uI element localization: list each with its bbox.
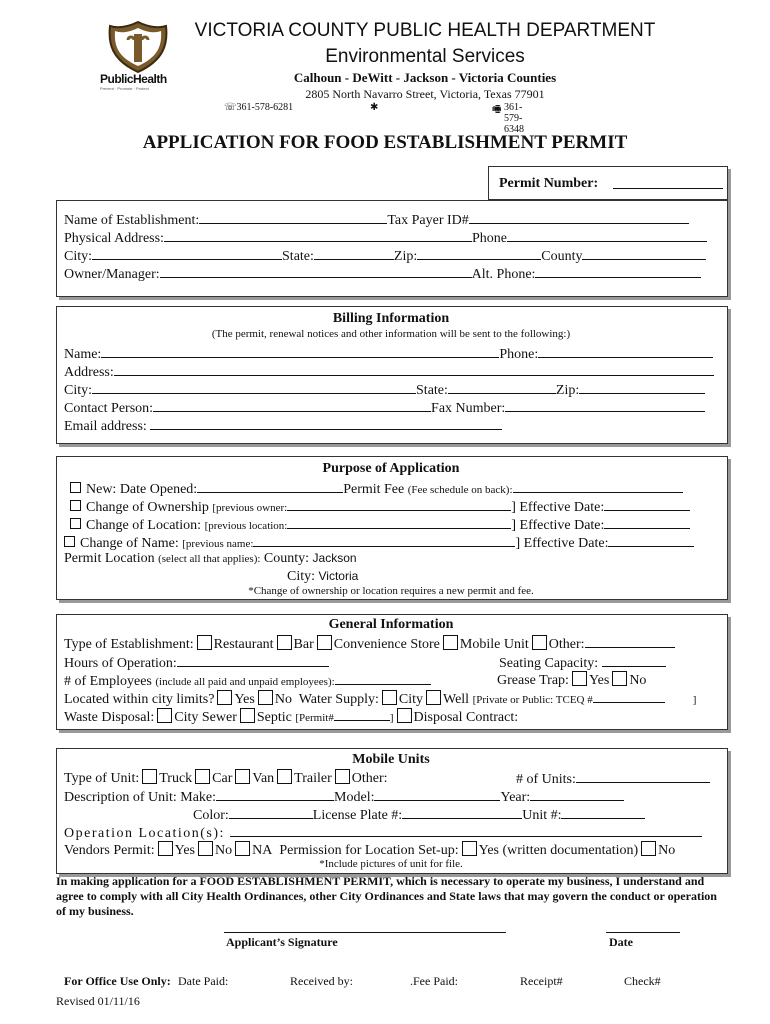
general-row-hours [64, 653, 329, 672]
mobile-unit-checkbox[interactable] [443, 635, 458, 650]
separator-icon: ✱ [370, 102, 379, 113]
vendors-permit-label: Vendors Permit: [64, 843, 155, 858]
county-field[interactable] [582, 246, 706, 260]
purpose-footnote: *Change of ownership or location requires a new permit and fee. [248, 585, 534, 597]
location-city-label: City: [287, 569, 316, 584]
general-row-city-limits [64, 689, 696, 708]
phone-icon: ☏ [224, 102, 237, 113]
billing-name-field[interactable] [101, 344, 499, 358]
change-owner-label: Change of Ownership [86, 500, 209, 515]
water-bracket: ] [692, 694, 697, 706]
operation-location-field[interactable] [230, 823, 702, 837]
row-owner [64, 264, 701, 283]
truck-label: Truck [159, 771, 193, 786]
billing-city-field[interactable] [92, 380, 416, 394]
email-field[interactable] [150, 416, 502, 430]
city-limits-label: Located within city limits? [64, 692, 215, 707]
owner-field[interactable] [160, 264, 472, 278]
general-row-grease [497, 671, 646, 689]
mobile-row-units [516, 769, 710, 788]
effective-date-field-3[interactable] [608, 533, 694, 547]
revised-date: Revised 01/11/16 [56, 994, 140, 1008]
billing-state-field[interactable] [448, 380, 556, 394]
car-label: Car [212, 771, 233, 786]
alt-phone-label: Alt. Phone: [471, 267, 536, 282]
billing-address-label: Address: [64, 365, 114, 380]
billing-note: (The permit, renewal notices and other information will be sent to the following:) [211, 328, 571, 340]
vendors-no-label: No [214, 843, 233, 858]
water-well-label: Well [442, 692, 470, 707]
change-location-checkbox[interactable] [70, 518, 81, 529]
alt-phone-field[interactable] [535, 264, 701, 278]
location-county-label: County: [263, 551, 310, 566]
year-field[interactable] [530, 787, 624, 801]
billing-title: Billing Information [332, 311, 450, 326]
vendors-yes-label: Yes [174, 843, 195, 858]
phone-field[interactable] [507, 228, 707, 242]
general-title: General Information [328, 617, 454, 632]
mobile-row-type [64, 769, 388, 787]
prev-name-field[interactable] [253, 533, 515, 547]
water-city-checkbox[interactable] [382, 690, 397, 705]
date-line[interactable] [606, 932, 680, 933]
make-label: Description of Unit: Make: [64, 790, 217, 805]
effective-date-label-3: ] Effective Date: [515, 536, 609, 551]
date-label: Date [609, 935, 633, 949]
billing-row-email [64, 416, 502, 435]
disposal-contract-label: Disposal Contract: [413, 710, 519, 725]
num-units-label: # of Units: [516, 772, 576, 787]
permit-number-label: Permit Number: [499, 176, 599, 191]
location-county-value[interactable]: Jackson [312, 551, 357, 565]
num-units-field[interactable] [576, 769, 710, 783]
billing-zip-field[interactable] [579, 380, 705, 394]
hours-field[interactable] [177, 653, 329, 667]
vendors-yes-checkbox[interactable] [158, 841, 173, 856]
trailer-checkbox[interactable] [277, 769, 292, 784]
email-label: Email address: [64, 419, 147, 434]
agreement-text: In making application for a FOOD ESTABLISHMENT PERMIT, which is necessary to operate my business, I understand and agree to comply with all City Health Ordinances, other City Ordinances and State laws that may govern the conduct or operation of my business. [56, 874, 717, 918]
restaurant-label: Restaurant [213, 637, 274, 652]
hours-label: Hours of Operation: [64, 656, 177, 671]
model-label: Model: [334, 790, 375, 805]
bar-label: Bar [293, 637, 314, 652]
employees-field[interactable] [335, 671, 431, 685]
waste-disposal-label: Waste Disposal: [64, 710, 155, 725]
vendors-na-label: NA [252, 843, 273, 858]
other-type-field[interactable] [585, 634, 675, 648]
date-paid-label: Date Paid: [178, 974, 229, 988]
department-name: VICTORIA COUNTY PUBLIC HEALTH DEPARTMENT [194, 20, 656, 41]
establishment-type-label: Type of Establishment: [64, 637, 194, 652]
year-label: Year: [500, 790, 531, 805]
other-unit-label: Other: [351, 771, 388, 786]
seating-field[interactable] [602, 653, 666, 667]
city-label: City: [64, 249, 93, 264]
city-field[interactable] [92, 246, 282, 260]
fax-icon: 🖷 [492, 104, 502, 115]
setup-no-label: No [658, 843, 676, 858]
car-checkbox[interactable] [195, 769, 210, 784]
permit-number-box [488, 166, 728, 200]
zip-label: Zip: [393, 249, 418, 264]
effective-date-field-1[interactable] [604, 497, 690, 511]
employees-note: (include all paid and unpaid employees): [155, 676, 335, 688]
billing-city-label: City: [64, 383, 93, 398]
logo-text: PublicHealth [100, 72, 167, 86]
establishment-name-field[interactable] [199, 210, 387, 224]
unit-number-label: Unit #: [522, 808, 562, 823]
phone-label: Phone [471, 231, 507, 246]
physical-address-field[interactable] [164, 228, 472, 242]
water-well-checkbox[interactable] [426, 690, 441, 705]
change-location-label: Change of Location: [86, 518, 202, 533]
phone-number: 361-578-6281 [236, 102, 294, 113]
setup-no-checkbox[interactable] [641, 841, 656, 856]
receipt-label: Receipt# [520, 974, 563, 988]
septic-label: Septic [256, 710, 292, 725]
setup-yes-label: Yes (written documentation) [478, 843, 639, 858]
purpose-row-permit-location [64, 551, 357, 567]
bar-checkbox[interactable] [277, 635, 292, 650]
mobile-title: Mobile Units [352, 752, 430, 767]
mobile-row-color [193, 805, 645, 824]
city-limits-no-label: No [274, 692, 292, 707]
model-field[interactable] [374, 787, 500, 801]
other-unit-checkbox[interactable] [335, 769, 350, 784]
convenience-store-label: Convenience Store [333, 637, 440, 652]
mobile-row-desc [64, 787, 624, 806]
establishment-name-label: Name of Establishment: [64, 213, 200, 228]
contact-line [224, 102, 524, 135]
state-field[interactable] [314, 246, 394, 260]
grease-trap-label: Grease Trap: [497, 673, 569, 688]
row-city [64, 246, 706, 265]
billing-row-address [64, 362, 714, 381]
state-label: State: [282, 249, 314, 264]
unit-number-field[interactable] [561, 805, 645, 819]
billing-zip-label: Zip: [555, 383, 580, 398]
billing-row-name [64, 344, 713, 363]
change-name-checkbox[interactable] [64, 536, 75, 547]
city-sewer-label: City Sewer [174, 710, 237, 725]
taxpayer-label: Tax Payer ID# [387, 213, 469, 228]
convenience-store-checkbox[interactable] [317, 635, 332, 650]
water-supply-label: Water Supply: [298, 692, 379, 707]
date-opened-field[interactable] [197, 479, 343, 493]
septic-permit-field[interactable] [334, 707, 390, 721]
prev-location-label: [previous location: [204, 520, 288, 532]
row-name [64, 210, 689, 229]
setup-label: Permission for Location Set-up: [279, 843, 459, 858]
purpose-row-new [70, 479, 683, 498]
grease-no-label: No [629, 673, 647, 688]
billing-phone-field[interactable] [538, 344, 713, 358]
address: 2805 North Navarro Street, Victoria, Texas 77901 [305, 87, 545, 101]
prev-location-field[interactable] [287, 515, 511, 529]
city-limits-yes-checkbox[interactable] [217, 690, 232, 705]
general-row-seating [499, 653, 666, 672]
septic-checkbox[interactable] [240, 708, 255, 723]
physical-address-label: Physical Address: [64, 231, 164, 246]
city-sewer-checkbox[interactable] [157, 708, 172, 723]
water-note: [Private or Public: TCEQ # [472, 694, 593, 706]
change-name-label: Change of Name: [80, 536, 179, 551]
mobile-unit-label: Mobile Unit [459, 637, 529, 652]
operation-location-label: Operation Location(s): [64, 826, 225, 841]
prev-owner-label: [previous owner: [212, 502, 288, 514]
billing-phone-label: Phone: [499, 347, 539, 362]
grease-yes-checkbox[interactable] [572, 671, 587, 686]
general-row-type [64, 634, 675, 653]
vendors-no-checkbox[interactable] [198, 841, 213, 856]
billing-row-contact [64, 398, 705, 417]
make-field[interactable] [216, 787, 334, 801]
restaurant-checkbox[interactable] [197, 635, 212, 650]
employees-label: # of Employees [64, 674, 152, 689]
row-physical [64, 228, 707, 247]
billing-state-label: State: [416, 383, 448, 398]
other-type-checkbox[interactable] [532, 635, 547, 650]
received-by-label: Received by: [290, 974, 353, 988]
counties: Calhoun - DeWitt - Jackson - Victoria Counties [293, 70, 557, 85]
purpose-title: Purpose of Application [322, 461, 460, 476]
disposal-contract-checkbox[interactable] [397, 708, 412, 723]
purpose-row-name [64, 533, 694, 552]
van-label: Van [252, 771, 275, 786]
grease-no-checkbox[interactable] [612, 671, 627, 686]
change-owner-checkbox[interactable] [70, 500, 81, 511]
purpose-row-owner [70, 497, 690, 516]
billing-address-field[interactable] [114, 362, 714, 376]
seating-label: Seating Capacity: [499, 656, 599, 671]
other-type-label: Other: [548, 637, 585, 652]
prev-name-label: [previous name: [182, 538, 254, 550]
general-row-waste [64, 707, 518, 726]
signature-label: Applicant’s Signature [226, 935, 338, 949]
permit-location-note: (select all that applies): [158, 553, 261, 565]
truck-checkbox[interactable] [142, 769, 157, 784]
prev-owner-field[interactable] [287, 497, 511, 511]
fax-number-label: Fax Number: [431, 401, 506, 416]
billing-name-label: Name: [64, 347, 102, 362]
owner-label: Owner/Manager: [64, 267, 160, 282]
county-label: County [541, 249, 583, 264]
office-use-label: For Office Use Only: [64, 974, 171, 988]
effective-date-field-2[interactable] [604, 515, 690, 529]
vendors-na-checkbox[interactable] [235, 841, 250, 856]
septic-bracket: ] [389, 712, 394, 724]
color-field[interactable] [229, 805, 313, 819]
water-city-label: City [398, 692, 423, 707]
billing-row-city [64, 380, 705, 399]
mobile-row-operation [64, 823, 702, 842]
tceq-field[interactable] [593, 689, 665, 703]
division-name: Environmental Services [325, 46, 525, 67]
van-checkbox[interactable] [235, 769, 250, 784]
taxpayer-field[interactable] [469, 210, 689, 224]
plate-label: License Plate #: [312, 808, 403, 823]
city-limits-yes-label: Yes [234, 692, 255, 707]
signature-line[interactable] [224, 932, 506, 933]
permit-fee-field[interactable] [513, 479, 683, 493]
new-label: New: Date Opened: [86, 482, 198, 497]
new-checkbox[interactable] [70, 482, 81, 493]
permit-fee-label: Permit Fee [343, 482, 405, 497]
check-label: Check# [624, 974, 661, 988]
permit-number-field[interactable] [613, 175, 723, 189]
effective-date-label-1: ] Effective Date: [511, 500, 605, 515]
unit-type-label: Type of Unit: [64, 771, 140, 786]
logo-tagline: Prevent · Promote · Protect [100, 86, 149, 91]
grease-yes-label: Yes [588, 673, 610, 688]
fee-note: (Fee schedule on back): [407, 484, 513, 496]
effective-date-label-2: ] Effective Date: [511, 518, 605, 533]
purpose-row-location [70, 515, 690, 534]
zip-field[interactable] [417, 246, 541, 260]
septic-permit-label: [Permit# [295, 712, 334, 724]
plate-field[interactable] [402, 805, 522, 819]
location-city-value[interactable]: Victoria [318, 569, 359, 583]
setup-yes-checkbox[interactable] [462, 841, 477, 856]
mobile-footnote: *Include pictures of unit for file. [319, 858, 463, 870]
mobile-row-vendors [64, 841, 675, 859]
trailer-label: Trailer [294, 771, 332, 786]
general-row-employees [64, 671, 431, 690]
form-title: APPLICATION FOR FOOD ESTABLISHMENT PERMIT [142, 132, 628, 153]
fee-paid-label: .Fee Paid: [410, 974, 458, 988]
contact-person-label: Contact Person: [64, 401, 154, 416]
color-label: Color: [193, 808, 229, 823]
permit-location-label: Permit Location [64, 551, 155, 566]
purpose-row-city [287, 569, 358, 585]
fax-number: 361-579-6348 [504, 102, 524, 135]
fax-number-field[interactable] [505, 398, 705, 412]
contact-person-field[interactable] [153, 398, 431, 412]
city-limits-no-checkbox[interactable] [258, 690, 273, 705]
